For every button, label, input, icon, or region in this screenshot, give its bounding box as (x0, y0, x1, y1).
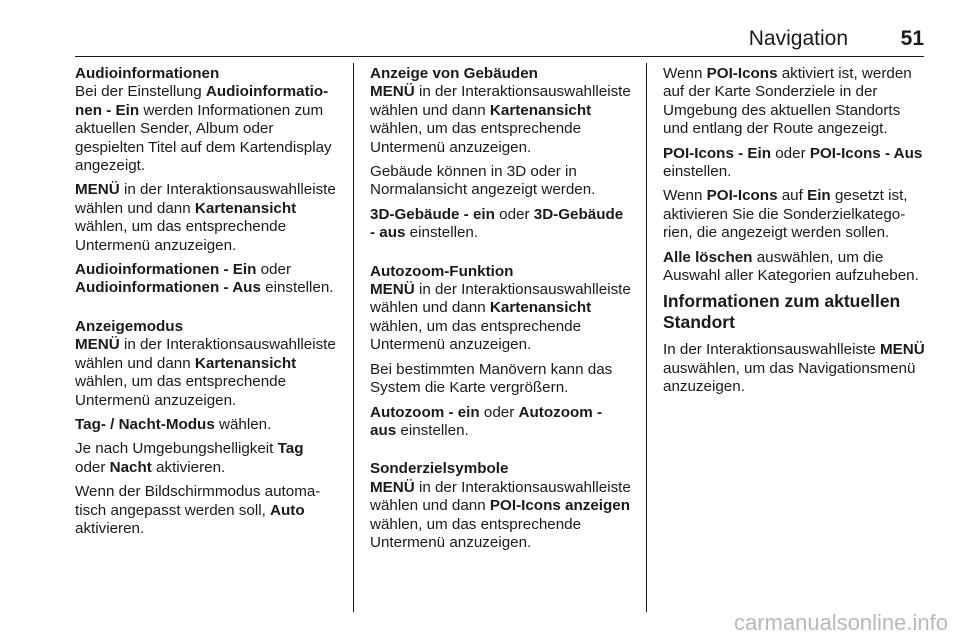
paragraph (663, 145, 925, 182)
text: In der Interaktionsauswahlleiste (663, 341, 880, 359)
menu-term: POI-Icons (706, 187, 778, 205)
menu-term: POI-Icons (706, 65, 778, 82)
menu-term: POI-Icons anzeigen (489, 497, 631, 515)
paragraph (75, 83, 337, 175)
menu-term: Kartenansicht (194, 199, 297, 217)
text: einstellen. (663, 163, 732, 181)
paragraph: Gebäude können in 3D oder in Normalansicht angezeigt werden. (370, 163, 596, 199)
menu-term: Audioinformationen - Ein (75, 83, 329, 119)
paragraph (663, 187, 925, 242)
menu-term: Kartenansicht (194, 354, 297, 372)
menu-term: Alle löschen (663, 248, 753, 266)
text: wählen, um das entsprechende Untermenü anzuzeigen. (370, 317, 582, 354)
text: aktiviert ist, werden auf der Karte Sonderziele in der Umgebung des aktuellen Standorts und entlang der Route angezeigt. (663, 65, 912, 138)
menu-term: MENÜ (879, 341, 925, 359)
heading-audioinformationen: Audioinformationen (75, 65, 220, 82)
heading-sonderzielsymbole: Sonderzielsymbole (370, 460, 509, 478)
menu-term: Ein (807, 187, 831, 205)
spacer (370, 249, 632, 263)
paragraph (663, 65, 925, 139)
text: in der Interaktionsauswahlleiste wählen und dann (370, 83, 631, 119)
menu-term: 3D-Gebäude - aus (370, 205, 624, 242)
paragraph (663, 341, 925, 396)
text: wählen, um das entsprechende Untermenü anzuzeigen. (75, 218, 287, 254)
paragraph (75, 261, 337, 298)
paragraph (370, 206, 632, 243)
menu-term: MENÜ (75, 336, 120, 354)
menu-term: Tag- / Nacht-Modus (75, 415, 215, 433)
section-title: Navigation (748, 27, 848, 50)
text: auf (777, 187, 808, 205)
text: auswählen, um die Auswahl aller Kategorien aufzuheben. (663, 248, 919, 285)
menu-term: Audioinformationen - Ein (75, 261, 257, 279)
paragraph (75, 416, 337, 434)
text: Bei der Einstellung (75, 83, 206, 101)
paragraph: Bei bestimmten Manövern kann das System die Karte vergrößern. (370, 360, 613, 397)
page-header (75, 0, 924, 57)
watermark: carmanualsonline.info (733, 610, 948, 635)
text: wählen, um das entsprechende Untermenü anzuzeigen. (370, 515, 582, 551)
column-1 (75, 65, 337, 544)
menu-term: Audioinformationen - Aus (75, 279, 261, 297)
text: wählen. (214, 415, 272, 433)
menu-term: POI-Icons - Aus (809, 144, 923, 162)
text: einstellen. (405, 224, 479, 242)
text: einstellen. (260, 279, 334, 297)
heading-anzeige-von-gebaeuden: Anzeige von Gebäuden (370, 65, 538, 82)
paragraph (75, 440, 337, 477)
page-number: 51 (900, 27, 924, 50)
menu-term: Tag (277, 440, 304, 458)
text: aktivieren. (151, 458, 226, 476)
paragraph (370, 281, 632, 355)
paragraph (75, 483, 337, 538)
spacer (370, 446, 632, 460)
heading-informationen-zum-standort: Informationen zum aktuellen Standort (663, 291, 901, 333)
text: einstellen. (396, 421, 469, 439)
menu-term: Auto (270, 501, 305, 519)
text: gesetzt ist, aktivieren Sie die Sonderzielkategorien, die angezeigt werden sollen. (663, 187, 908, 242)
paragraph (663, 249, 925, 286)
paragraph (370, 83, 632, 157)
heading-autozoom-funktion: Autozoom-Funktion (370, 262, 514, 280)
column-divider (646, 63, 647, 612)
text: Wenn (663, 187, 707, 205)
menu-term: POI-Icons - Ein (663, 144, 772, 162)
paragraph (75, 336, 337, 410)
text: aktivieren. (75, 519, 145, 537)
menu-term: Nacht (109, 458, 152, 476)
text: wählen, um das entsprechende Untermenü anzuzeigen. (370, 120, 582, 156)
column-3 (663, 65, 925, 403)
text: oder (75, 458, 110, 476)
menu-term: Kartenansicht (489, 299, 592, 317)
menu-term: Autozoom - ein (370, 403, 480, 421)
text: in der Interaktionsauswahlleiste wählen und dann (370, 281, 631, 317)
paragraph (75, 181, 337, 255)
menu-term: Autozoom - aus (370, 403, 603, 439)
menu-term: MENÜ (370, 83, 415, 101)
heading-anzeigemodus: Anzeigemodus (75, 317, 184, 335)
menu-term: 3D-Gebäude - ein (370, 205, 495, 223)
text: Je nach Umgebungshelligkeit (75, 440, 278, 458)
text: Wenn (663, 65, 707, 82)
column-2 (370, 65, 632, 558)
text: oder (479, 403, 519, 421)
paragraph (370, 479, 632, 553)
spacer (75, 304, 337, 318)
text: in der Interaktionsauswahlleiste wählen und dann (370, 478, 631, 515)
menu-term: Kartenansicht (489, 101, 592, 119)
text: in der Interaktionsauswahlleiste wählen und dann (75, 336, 336, 372)
menu-term: MENÜ (75, 181, 120, 199)
text: auswählen, um das Navigationsmenü anzuzeigen. (663, 359, 916, 396)
menu-term: MENÜ (370, 478, 415, 496)
paragraph (370, 404, 632, 441)
menu-term: MENÜ (370, 281, 415, 299)
column-divider (353, 63, 354, 612)
text: in der Interaktionsauswahlleiste wählen und dann (75, 181, 336, 217)
text: Wenn der Bildschirmmodus automatisch angepasst werden soll, (75, 483, 321, 519)
text: werden Informationen zum aktuellen Sender, Album oder gespielten Titel auf dem Kartendisplay angezeigt. (75, 101, 332, 175)
text: wählen, um das entsprechende Untermenü anzuzeigen. (75, 373, 287, 409)
text: oder (494, 205, 534, 223)
text: oder (771, 144, 810, 162)
text: oder (256, 261, 292, 279)
